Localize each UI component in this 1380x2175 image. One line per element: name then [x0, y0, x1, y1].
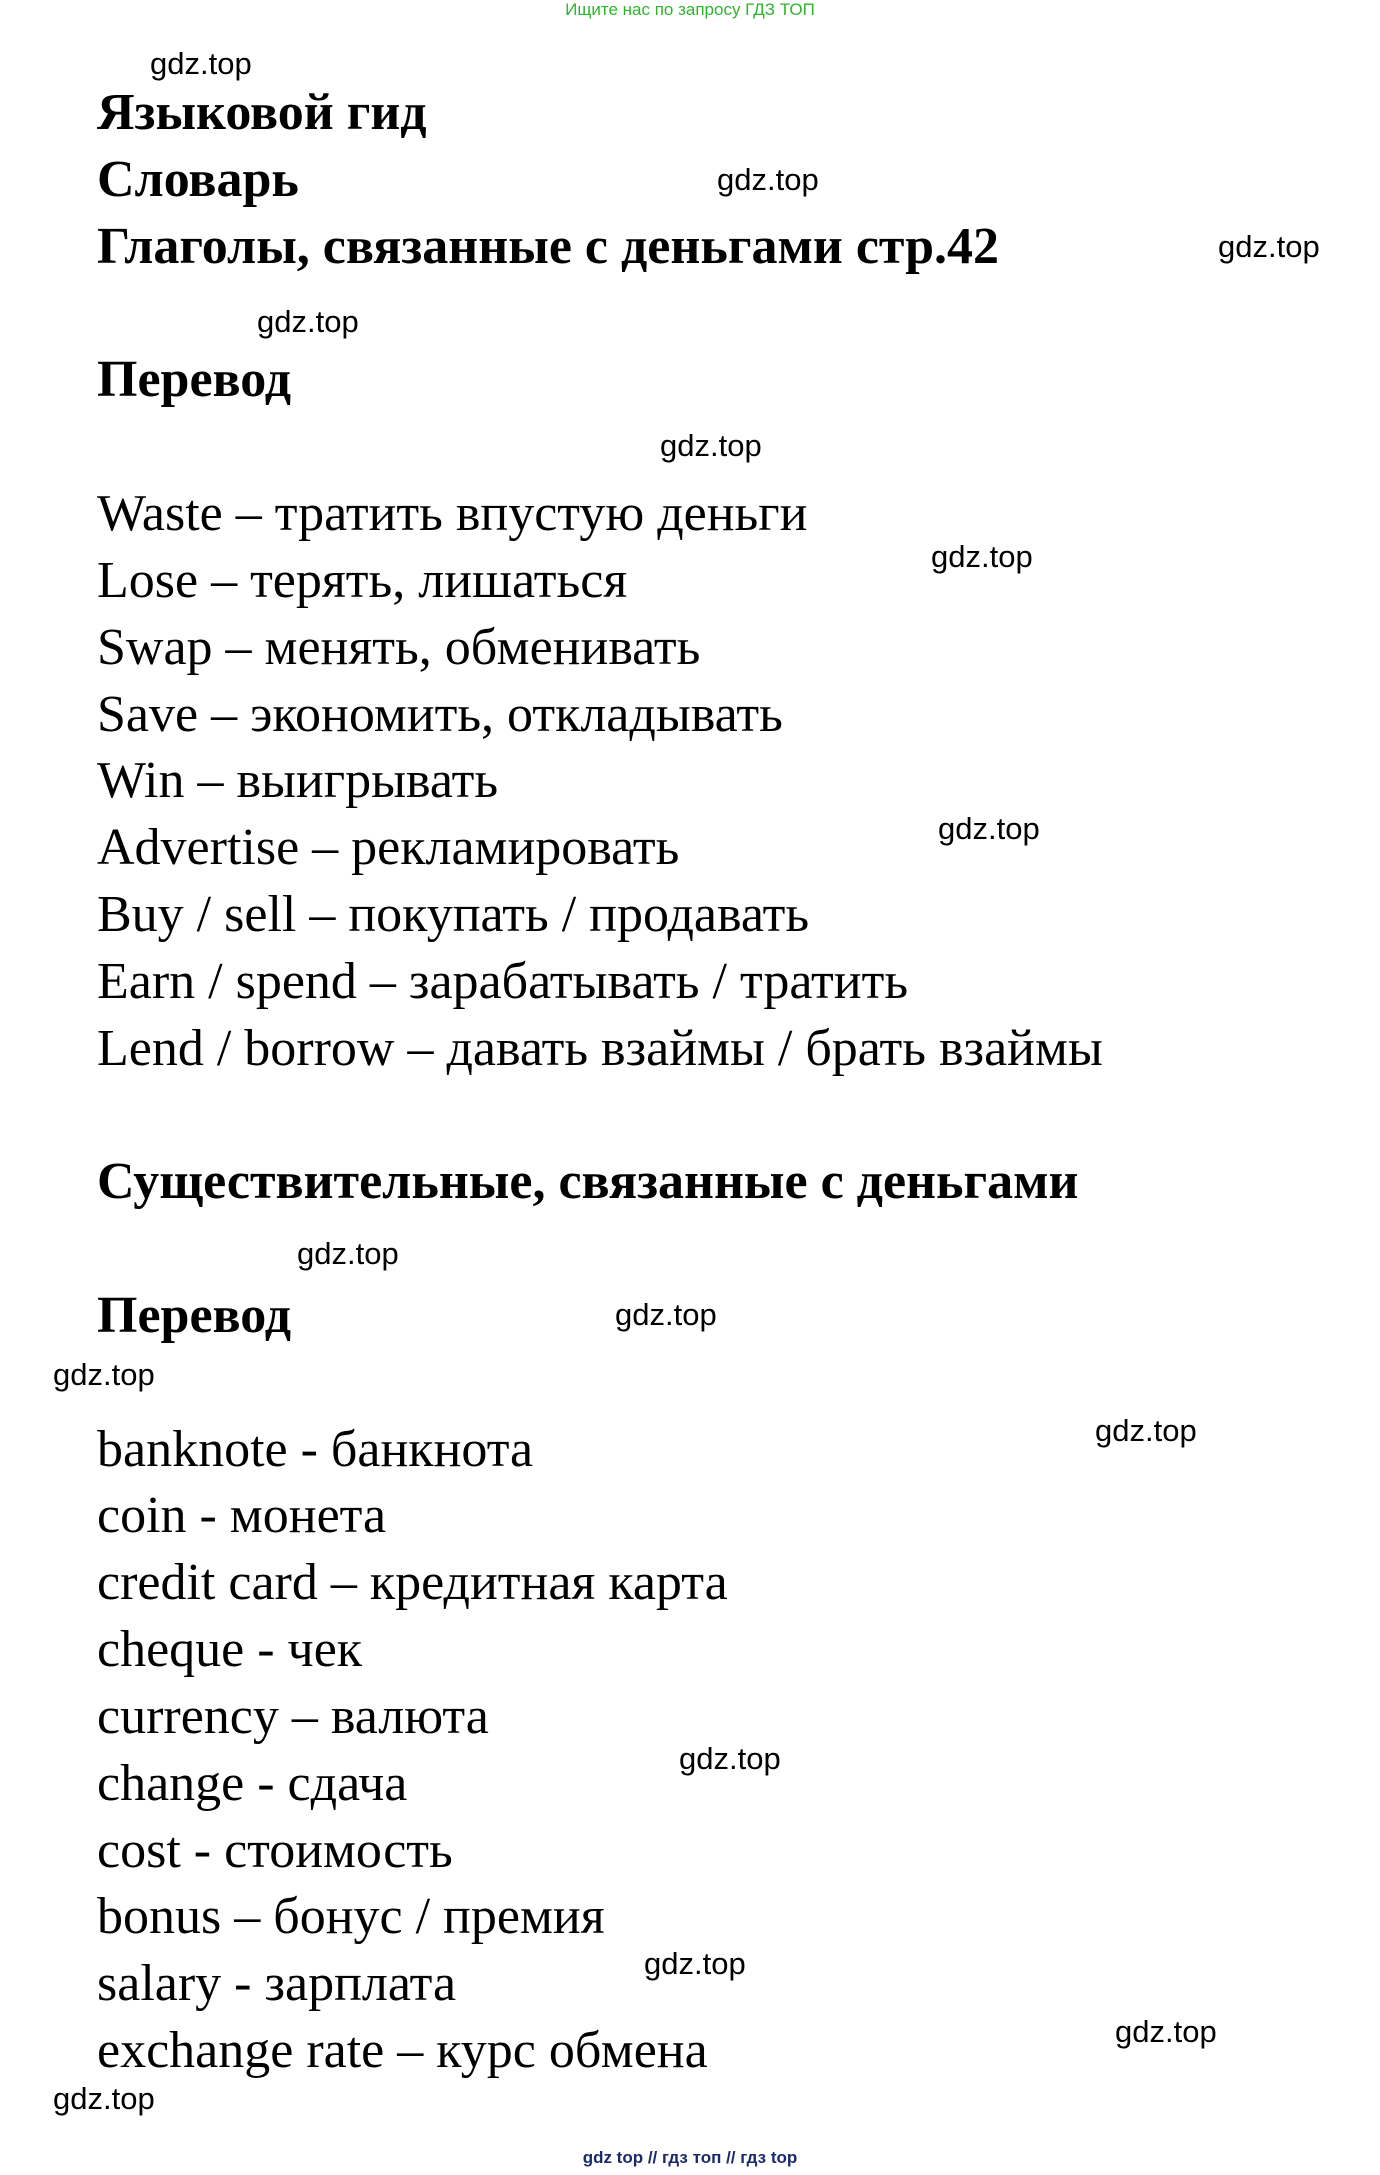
- list-item: Earn / spend – зарабатывать / тратить: [97, 953, 909, 1010]
- top-banner: Ищите нас по запросу ГДЗ ТОП: [565, 0, 815, 19]
- watermark: gdz.top: [1095, 1413, 1197, 1448]
- heading-dictionary: Словарь: [97, 151, 299, 208]
- list-item: coin - монета: [97, 1487, 387, 1544]
- list-item: Swap – менять, обменивать: [97, 619, 701, 676]
- heading-language-guide: Языковой гид: [97, 84, 427, 141]
- list-item: Save – экономить, откладывать: [97, 686, 783, 743]
- list-item: cheque - чек: [97, 1621, 363, 1678]
- watermark: gdz.top: [931, 539, 1033, 574]
- watermark: gdz.top: [679, 1741, 781, 1776]
- list-item: banknote - банкнота: [97, 1421, 534, 1478]
- list-item: salary - зарплата: [97, 1955, 457, 2012]
- watermark: gdz.top: [660, 428, 762, 463]
- heading-nouns: Существительные, связанные с деньгами: [97, 1153, 1079, 1210]
- list-item: bonus – бонус / премия: [97, 1888, 605, 1945]
- watermark: gdz.top: [297, 1236, 399, 1271]
- watermark: gdz.top: [717, 162, 819, 197]
- watermark: gdz.top: [1218, 229, 1320, 264]
- watermark: gdz.top: [615, 1297, 717, 1332]
- list-item: exchange rate – курс обмена: [97, 2022, 708, 2079]
- watermark: gdz.top: [644, 1946, 746, 1981]
- list-item: Win – выигрывать: [97, 752, 499, 809]
- list-item: Buy / sell – покупать / продавать: [97, 886, 810, 943]
- watermark: gdz.top: [53, 1357, 155, 1392]
- list-item: change - сдача: [97, 1755, 408, 1812]
- list-item: cost - стоимость: [97, 1822, 453, 1879]
- heading-verbs: Глаголы, связанные с деньгами стр.42: [97, 218, 1000, 275]
- list-item: Lose – терять, лишаться: [97, 552, 628, 609]
- list-item: credit card – кредитная карта: [97, 1554, 728, 1611]
- list-item: Advertise – рекламировать: [97, 819, 680, 876]
- heading-translation-verbs: Перевод: [97, 351, 292, 408]
- watermark: gdz.top: [150, 46, 252, 81]
- footer-links: gdz top // гдз топ // гдз top: [582, 2148, 798, 2167]
- list-item: Lend / borrow – давать взаймы / брать взаймы: [97, 1020, 1103, 1077]
- watermark: gdz.top: [53, 2081, 155, 2116]
- list-item: Waste – тратить впустую деньги: [97, 485, 808, 542]
- list-item: currency – валюта: [97, 1688, 489, 1745]
- watermark: gdz.top: [1115, 2014, 1217, 2049]
- watermark: gdz.top: [938, 811, 1040, 846]
- heading-translation-nouns: Перевод: [97, 1287, 292, 1344]
- watermark: gdz.top: [257, 304, 359, 339]
